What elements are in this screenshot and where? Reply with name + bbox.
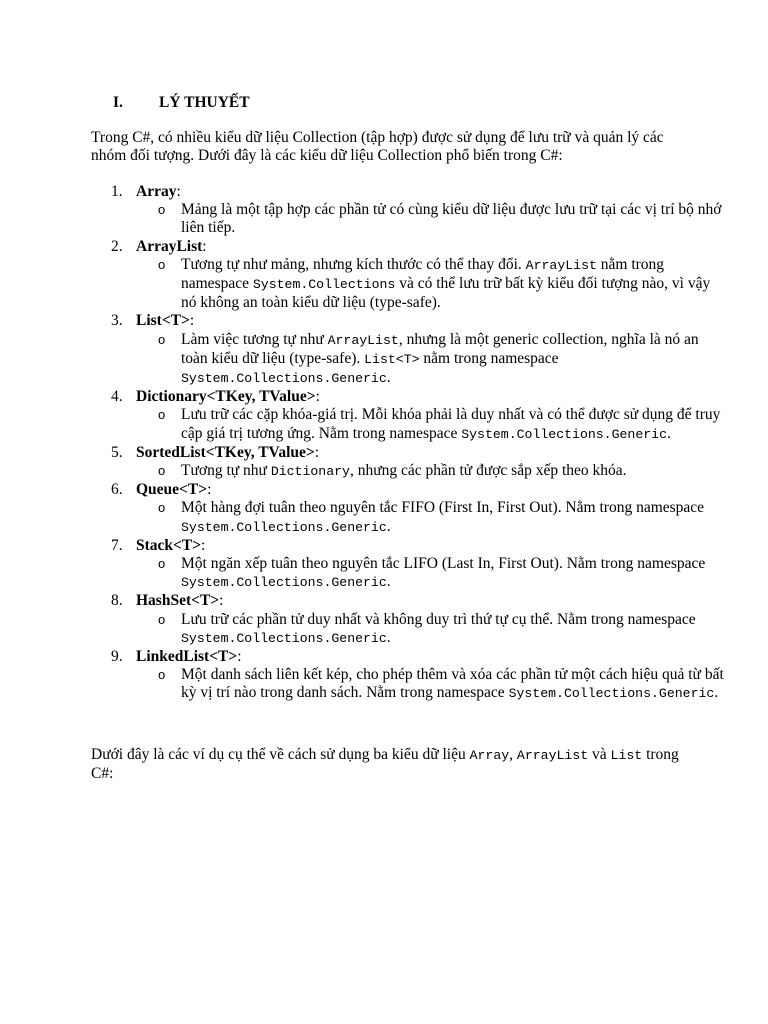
inline-code: List<T>: [364, 351, 420, 367]
circle-bullet-icon: o: [158, 500, 166, 516]
inline-code: Array: [469, 748, 510, 763]
text-run: Làm việc tương tự như: [181, 330, 328, 348]
text-run: .: [386, 369, 391, 387]
colon: :: [219, 592, 224, 610]
inline-code: ArrayList: [525, 257, 597, 273]
inline-code: System.Collections.Generic: [461, 426, 667, 442]
collection-description: [181, 406, 720, 441]
text-run: và có thể lưu trữ bất kỳ kiểu đối tượng nào, vì vậy nó không an toàn kiểu dữ liệu (type-safe).: [181, 275, 711, 312]
circle-bullet-icon: o: [158, 611, 166, 627]
text-run: .: [667, 424, 671, 442]
collection-list: [91, 183, 724, 704]
inline-code: System.Collections.Generic: [181, 575, 387, 591]
colon: :: [207, 481, 212, 499]
text-run: Dưới đây là các ví dụ cụ thể về cách sử dụng ba kiểu dữ liệu: [91, 746, 470, 763]
collection-description: [181, 256, 710, 311]
circle-bullet-icon: o: [158, 407, 166, 423]
text-run: trong C#:: [91, 746, 679, 783]
collection-type-name: SortedList<TKey, TValue>: [136, 443, 315, 461]
text-run: nằm trong namespace: [419, 349, 559, 367]
inline-code: Dictionary: [270, 464, 350, 480]
text-run: .: [714, 684, 719, 702]
collection-type-name: Stack<T>: [136, 536, 202, 554]
list-item: [91, 237, 711, 313]
sub-bullet-item: [136, 406, 726, 443]
circle-bullet-icon: o: [158, 256, 166, 272]
list-number: 6.: [111, 481, 123, 499]
inline-code: System.Collections.Generic: [181, 519, 387, 535]
list-number: 1.: [111, 183, 123, 200]
sub-bullet-item: [136, 555, 726, 592]
text-run: ,: [509, 746, 517, 763]
colon: :: [201, 536, 206, 554]
collection-type-name: LinkedList<T>: [136, 648, 238, 666]
text-run: Một ngăn xếp tuân theo nguyên tắc LIFO (Last In, First Out). Nằm trong namespace: [181, 555, 706, 573]
list-number: 7.: [111, 536, 123, 554]
inline-code: System.Collections.Generic: [508, 686, 715, 702]
collection-description: [181, 611, 696, 646]
collection-description: [181, 666, 724, 701]
circle-bullet-icon: o: [158, 331, 166, 347]
collection-type-name: HashSet<T>: [136, 592, 220, 610]
collection-type-name: ArrayList: [136, 237, 203, 255]
sub-bullet-item: [136, 201, 726, 237]
circle-bullet-icon: o: [158, 556, 166, 572]
sub-bullet-item: [136, 462, 726, 481]
sub-bullet-item: [136, 256, 726, 313]
section-title: LÝ THUYẾT: [159, 94, 250, 111]
circle-bullet-icon: o: [158, 202, 166, 218]
collection-description: [181, 331, 699, 386]
inline-code: System.Collections.Generic: [181, 630, 387, 646]
text-run: Một danh sách liên kết kép, cho phép thêm và xóa các phần tử một cách hiệu quả từ bất kỳ vị trí nào trong danh sách. Nằm trong namespace: [181, 666, 724, 702]
intro-paragraph: Trong C#, có nhiều kiểu dữ liệu Collection (tập hợp) được sử dụng để lưu trữ và quản lý các nhóm đối tượng. Dưới đây là các kiểu dữ liệu Collection phổ biến trong C#:: [91, 129, 664, 165]
sub-bullet-item: [136, 331, 726, 389]
colon: :: [202, 237, 207, 255]
section-number: I.: [113, 94, 123, 111]
inline-code: ArrayList: [327, 332, 399, 348]
collection-description: [181, 462, 627, 479]
colon: :: [176, 183, 181, 200]
colon: :: [315, 388, 320, 406]
collection-type-name: Queue<T>: [136, 481, 208, 499]
collection-description: [181, 499, 704, 534]
list-number: 9.: [111, 648, 123, 666]
colon: :: [314, 443, 320, 461]
text-run: Lưu trữ các phần tử duy nhất và không duy trì thứ tự cụ thể. Nằm trong namespace: [181, 610, 696, 628]
list-number: 2.: [111, 237, 123, 255]
text-run: , nhưng là một generic collection, nghĩa là nó an toàn kiểu dữ liệu (type-safe).: [181, 330, 699, 367]
text-run: .: [386, 517, 391, 535]
sub-bullet-item: [136, 666, 726, 703]
inline-code: List: [610, 748, 643, 763]
text-run: nằm trong namespace: [181, 255, 665, 293]
section-heading: [113, 94, 250, 112]
list-item: [91, 648, 724, 704]
collection-description: [181, 555, 705, 590]
text-run: Tương tự như: [181, 462, 271, 480]
collection-type-name: List<T>: [136, 312, 190, 330]
list-item: [91, 592, 696, 648]
collection-type-name: Dictionary<TKey, TValue>: [136, 388, 316, 406]
circle-bullet-icon: o: [158, 463, 166, 479]
list-item: [91, 183, 722, 238]
collection-description: [181, 201, 722, 236]
circle-bullet-icon: o: [158, 667, 166, 683]
list-number: 5.: [111, 443, 123, 461]
collection-type-name: Array: [136, 183, 177, 200]
text-run: .: [386, 628, 391, 646]
text-run: và: [588, 746, 611, 763]
list-number: 3.: [111, 312, 123, 330]
list-item: [91, 444, 691, 481]
text-run: Mảng là một tập hợp các phần tử có cùng kiểu dữ liệu được lưu trữ tại các vị trí bộ nhớ liên tiếp.: [181, 201, 722, 237]
text-run: Một hàng đợi tuân theo nguyên tắc FIFO (First In, First Out). Nằm trong namespace: [181, 499, 705, 517]
list-item: [91, 481, 705, 537]
inline-code: ArrayList: [516, 748, 589, 763]
list-number: 4.: [111, 388, 123, 406]
list-number: 8.: [111, 592, 123, 610]
text-run: Tương tự như mảng, nhưng kích thước có thể thay đổi.: [181, 255, 526, 273]
colon: :: [189, 312, 195, 330]
colon: :: [237, 648, 242, 666]
list-item: [91, 388, 721, 444]
inline-code: System.Collections: [252, 277, 396, 293]
text-run: , nhưng các phần tử được sắp xếp theo khóa.: [349, 462, 627, 480]
outro-paragraph: [91, 746, 681, 783]
text-run: .: [386, 573, 391, 591]
sub-bullet-item: [136, 499, 726, 536]
list-item: [91, 312, 699, 388]
sub-bullet-item: [136, 611, 726, 648]
text-run: Lưu trữ các cặp khóa-giá trị. Mỗi khóa phải là duy nhất và có thể được sử dụng để truy cập giá trị tương ứng. Nằm trong namespace: [181, 406, 721, 442]
inline-code: System.Collections.Generic: [181, 371, 387, 387]
list-item: [91, 536, 706, 593]
